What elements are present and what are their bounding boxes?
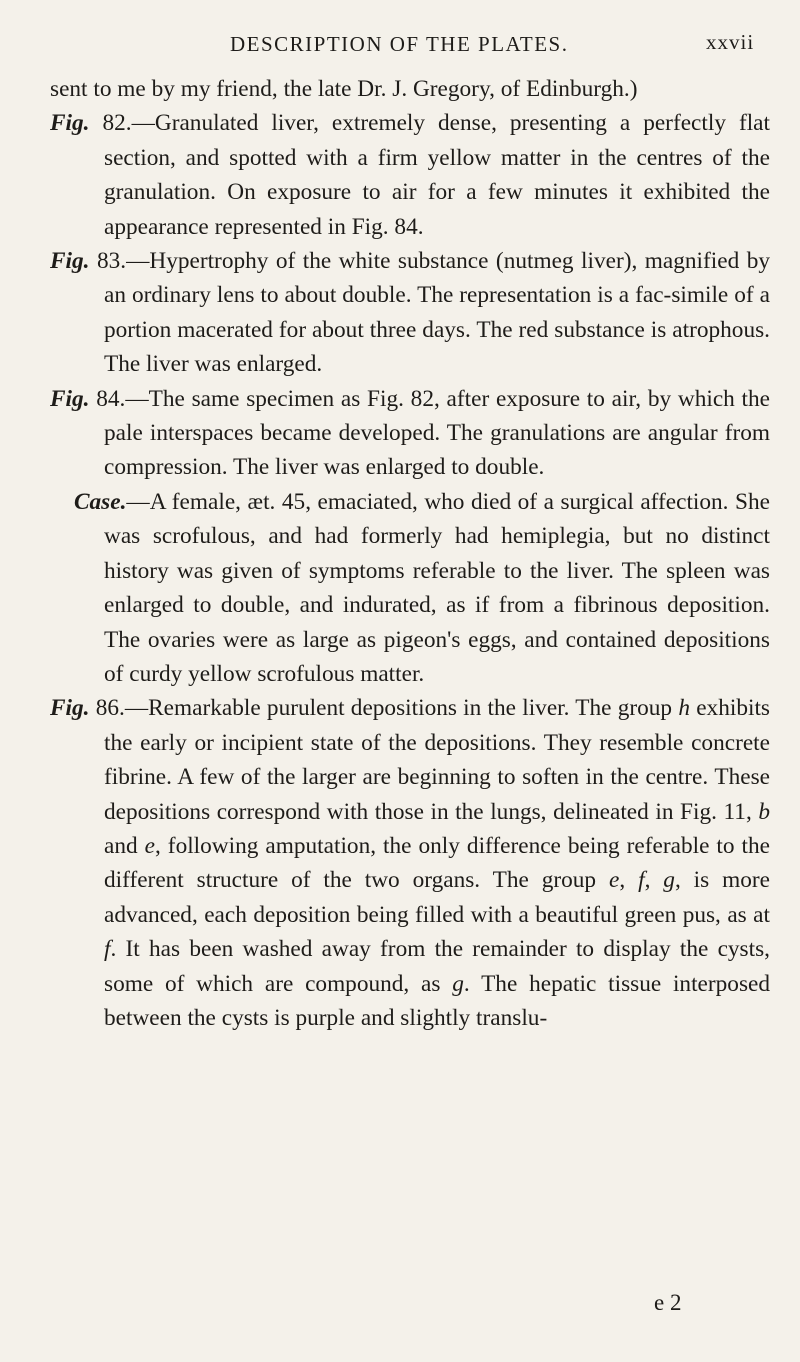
paragraph-text: . The hepatic tissue interposed between the cysts is purple and slightly translu- — [104, 970, 771, 1031]
paragraph-fig-83 — [50, 244, 770, 382]
italic-letter: e — [609, 867, 620, 894]
paragraph-text: 82.—Granulated liver, extremely dense, presenting a perfectly flat section, and spotted with a firm yellow matter in the centres of the granulation. On exposure to air for a few minutes it exhibited the appearance represented in Fig. 84. — [89, 110, 770, 240]
paragraph-text: 84.—The same specimen as Fig. 82, after exposure to air, by which the pale interspaces became developed. The granulations are angular from compression. The liver was enlarged to double. — [89, 385, 770, 481]
signature-mark: e 2 — [654, 1290, 682, 1315]
italic-letter: h — [678, 695, 690, 722]
page-number: xxvii — [706, 30, 755, 54]
italic-letter: e — [144, 832, 155, 859]
italic-letter: g — [452, 970, 464, 997]
paragraph-text: 86.—Remarkable purulent depositions in the liver. The group — [89, 695, 679, 722]
page-header — [0, 26, 800, 60]
paragraph-continuation — [50, 72, 770, 106]
paragraph-text: 83.—Hypertrophy of the white substance (nutmeg liver), magnified by an ordinary lens to about double. The representation is a fac-simile of a portion macerated for about three days. The red substance is atrophous. The liver was enlarged. — [89, 248, 770, 378]
paragraph-lead: Fig. — [50, 110, 90, 137]
paragraph-text: , — [619, 867, 639, 894]
paragraph-text: . It has been washed away from the remainder to display the cysts, some of which are compound, as — [104, 936, 770, 997]
paragraph-fig-84 — [50, 382, 770, 485]
paragraph-text: , — [644, 867, 664, 894]
paragraph-fig-86 — [50, 691, 770, 1035]
paragraph-lead: Fig. — [50, 385, 90, 412]
paragraph-case — [50, 485, 770, 691]
italic-letter: g — [663, 867, 675, 894]
paragraph-text: and — [104, 832, 145, 859]
italic-letter: f — [104, 936, 111, 963]
paragraph-text: sent to me by my friend, the late Dr. J. Gregory, of Edinburgh.) — [50, 76, 638, 102]
paragraph-text: , following amputation, the only difference being referable to the different structure of the two organs. The group — [104, 832, 770, 894]
paragraph-fig-82 — [50, 106, 770, 244]
italic-letter: f — [638, 867, 645, 894]
paragraph-lead: Fig. — [50, 695, 90, 722]
running-head: DESCRIPTION OF THE PLATES. — [230, 32, 569, 56]
paragraph-text: —A female, æt. 45, emaciated, who died of a surgical affection. She was scrofulous, and had formerly had hemiplegia, but no distinct history was given of symptoms referable to the liver. The spleen was enlarged to double, and indurated, as if from a fibrinous deposition. The ovaries were as large as pigeon's eggs, and contained depositions of curdy yellow scrofulous matter. — [104, 488, 770, 687]
page-body — [50, 72, 770, 1035]
italic-letter: b — [758, 798, 770, 825]
paragraph-text: exhibits the early or incipient state of the depositions. They resemble concrete fibrine. A few of the larger are beginning to soften in the centre. These depositions correspond with those in the lungs, delineated in Fig. 11, — [104, 695, 770, 825]
paragraph-text: , is more advanced, each deposition being filled with a beautiful green pus, as at — [104, 867, 770, 928]
paragraph-lead: Fig. — [50, 248, 90, 275]
paragraph-lead: Case. — [74, 488, 127, 515]
